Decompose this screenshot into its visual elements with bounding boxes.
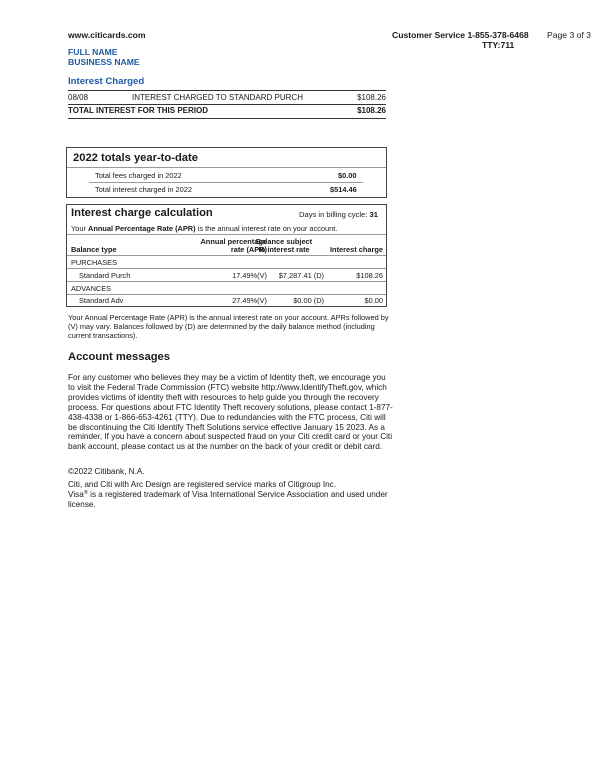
advances-label: ADVANCES (71, 284, 112, 293)
ytd-interest-value: $514.46 (330, 185, 357, 194)
divider (67, 294, 386, 295)
copyright: ©2022 Citibank, N.A. (68, 467, 145, 476)
website-link[interactable]: www.citicards.com (68, 30, 146, 40)
visa-trademark (68, 490, 393, 510)
billing-cycle-value: 31 (369, 210, 378, 219)
divider (67, 167, 386, 168)
interest-calc-box (66, 204, 387, 307)
apr-note-suffix: is the annual interest rate on your account. (197, 224, 338, 233)
billing-cycle-label: Days in billing cycle: (299, 210, 368, 219)
ytd-totals-box (66, 147, 387, 198)
divider (67, 255, 386, 256)
customer-service-phone: Customer Service 1-855-378-6468 (392, 30, 529, 40)
transaction-description: INTEREST CHARGED TO STANDARD PURCH (132, 93, 303, 102)
full-name: FULL NAME (68, 47, 118, 57)
apr-note-prefix: Your (71, 224, 86, 233)
divider (68, 118, 386, 119)
account-messages-title: Account messages (68, 351, 170, 363)
col-balance-type: Balance type (71, 245, 117, 254)
ytd-title: 2022 totals year-to-date (73, 152, 198, 164)
col-subject-line1: Balance subject (255, 237, 313, 246)
purchases-apr: 17.49%(V) (232, 271, 267, 280)
transaction-amount: $108.26 (357, 93, 386, 102)
registered-mark: ® (83, 489, 88, 496)
account-messages-body: For any customer who believes they may be a victim of Identity theft, we encourage you to visit the Federal Trade Commission (FTC) website http://www.IdentifyTheft.gov, which provides victims of identity theft with resources to help guide you through the recovery process. For questions about FTC Identity Theft recovery solutions, please contact 1-877-438-4338 or 1-866-653-4261 (TTY). Due to redundancies with the FTC process, Citi will be discontinuing the Citi Identify Theft Solutions service effective January 15 2023. As a reminder, If you have a concern about suspected fraud on your Citi credit card or your Citi bank account, please contact us at the number on the back of your credit or debit card. (68, 373, 393, 452)
interest-charged-title: Interest Charged (68, 76, 145, 87)
visa-rest: is a registered trademark of Visa International Service Association and used under license. (68, 489, 388, 509)
col-subject-line2: to interest rate (258, 245, 310, 254)
divider (89, 182, 363, 183)
transaction-date: 08/08 (68, 93, 89, 102)
advances-charge: $0.00 (364, 296, 383, 305)
service-marks: Citi, and Citi with Arc Design are registered service marks of Citigroup Inc. (68, 479, 337, 489)
col-apr-line1: Annual percentage (200, 237, 267, 246)
col-apr-line2: rate (APR) (230, 245, 267, 254)
divider (68, 90, 386, 91)
billing-cycle-days (299, 210, 378, 219)
advances-balance: $0.00 (D) (293, 296, 324, 305)
tty-number: TTY:711 (482, 40, 515, 50)
page-number: Page 3 of 3 (547, 30, 591, 40)
visa-word: Visa (68, 489, 84, 499)
col-interest-charge: Interest charge (330, 245, 383, 254)
legal-notice (68, 467, 393, 510)
divider (68, 104, 386, 105)
advances-type: Standard Adv (79, 296, 124, 305)
purchases-charge: $108.26 (356, 271, 383, 280)
ytd-fees-label: Total fees charged in 2022 (95, 171, 182, 180)
purchases-type: Standard Purch (79, 271, 131, 280)
divider (67, 268, 386, 269)
ytd-fees-value: $0.00 (338, 171, 357, 180)
apr-note (71, 224, 337, 233)
apr-footnote: Your Annual Percentage Rate (APR) is the annual interest rate on your account. APRs followed by (V) may vary. Balances followed by (D) are determined by the daily balance method (including current transactions). (68, 313, 389, 340)
total-interest-amount: $108.26 (357, 106, 386, 115)
purchases-label: PURCHASES (71, 258, 117, 267)
col-subject (244, 238, 324, 254)
total-interest-label: TOTAL INTEREST FOR THIS PERIOD (68, 106, 209, 115)
purchases-balance: $7,287.41 (D) (278, 271, 324, 280)
advances-apr: 27.49%(V) (232, 296, 267, 305)
divider (67, 281, 386, 282)
calc-title: Interest charge calculation (71, 207, 213, 219)
divider (67, 234, 386, 235)
total-interest-row (68, 106, 386, 118)
business-name: BUSINESS NAME (68, 57, 140, 67)
apr-note-bold: Annual Percentage Rate (APR) (88, 224, 196, 233)
ytd-interest-label: Total interest charged in 2022 (95, 185, 192, 194)
account-holder-block (68, 47, 140, 67)
